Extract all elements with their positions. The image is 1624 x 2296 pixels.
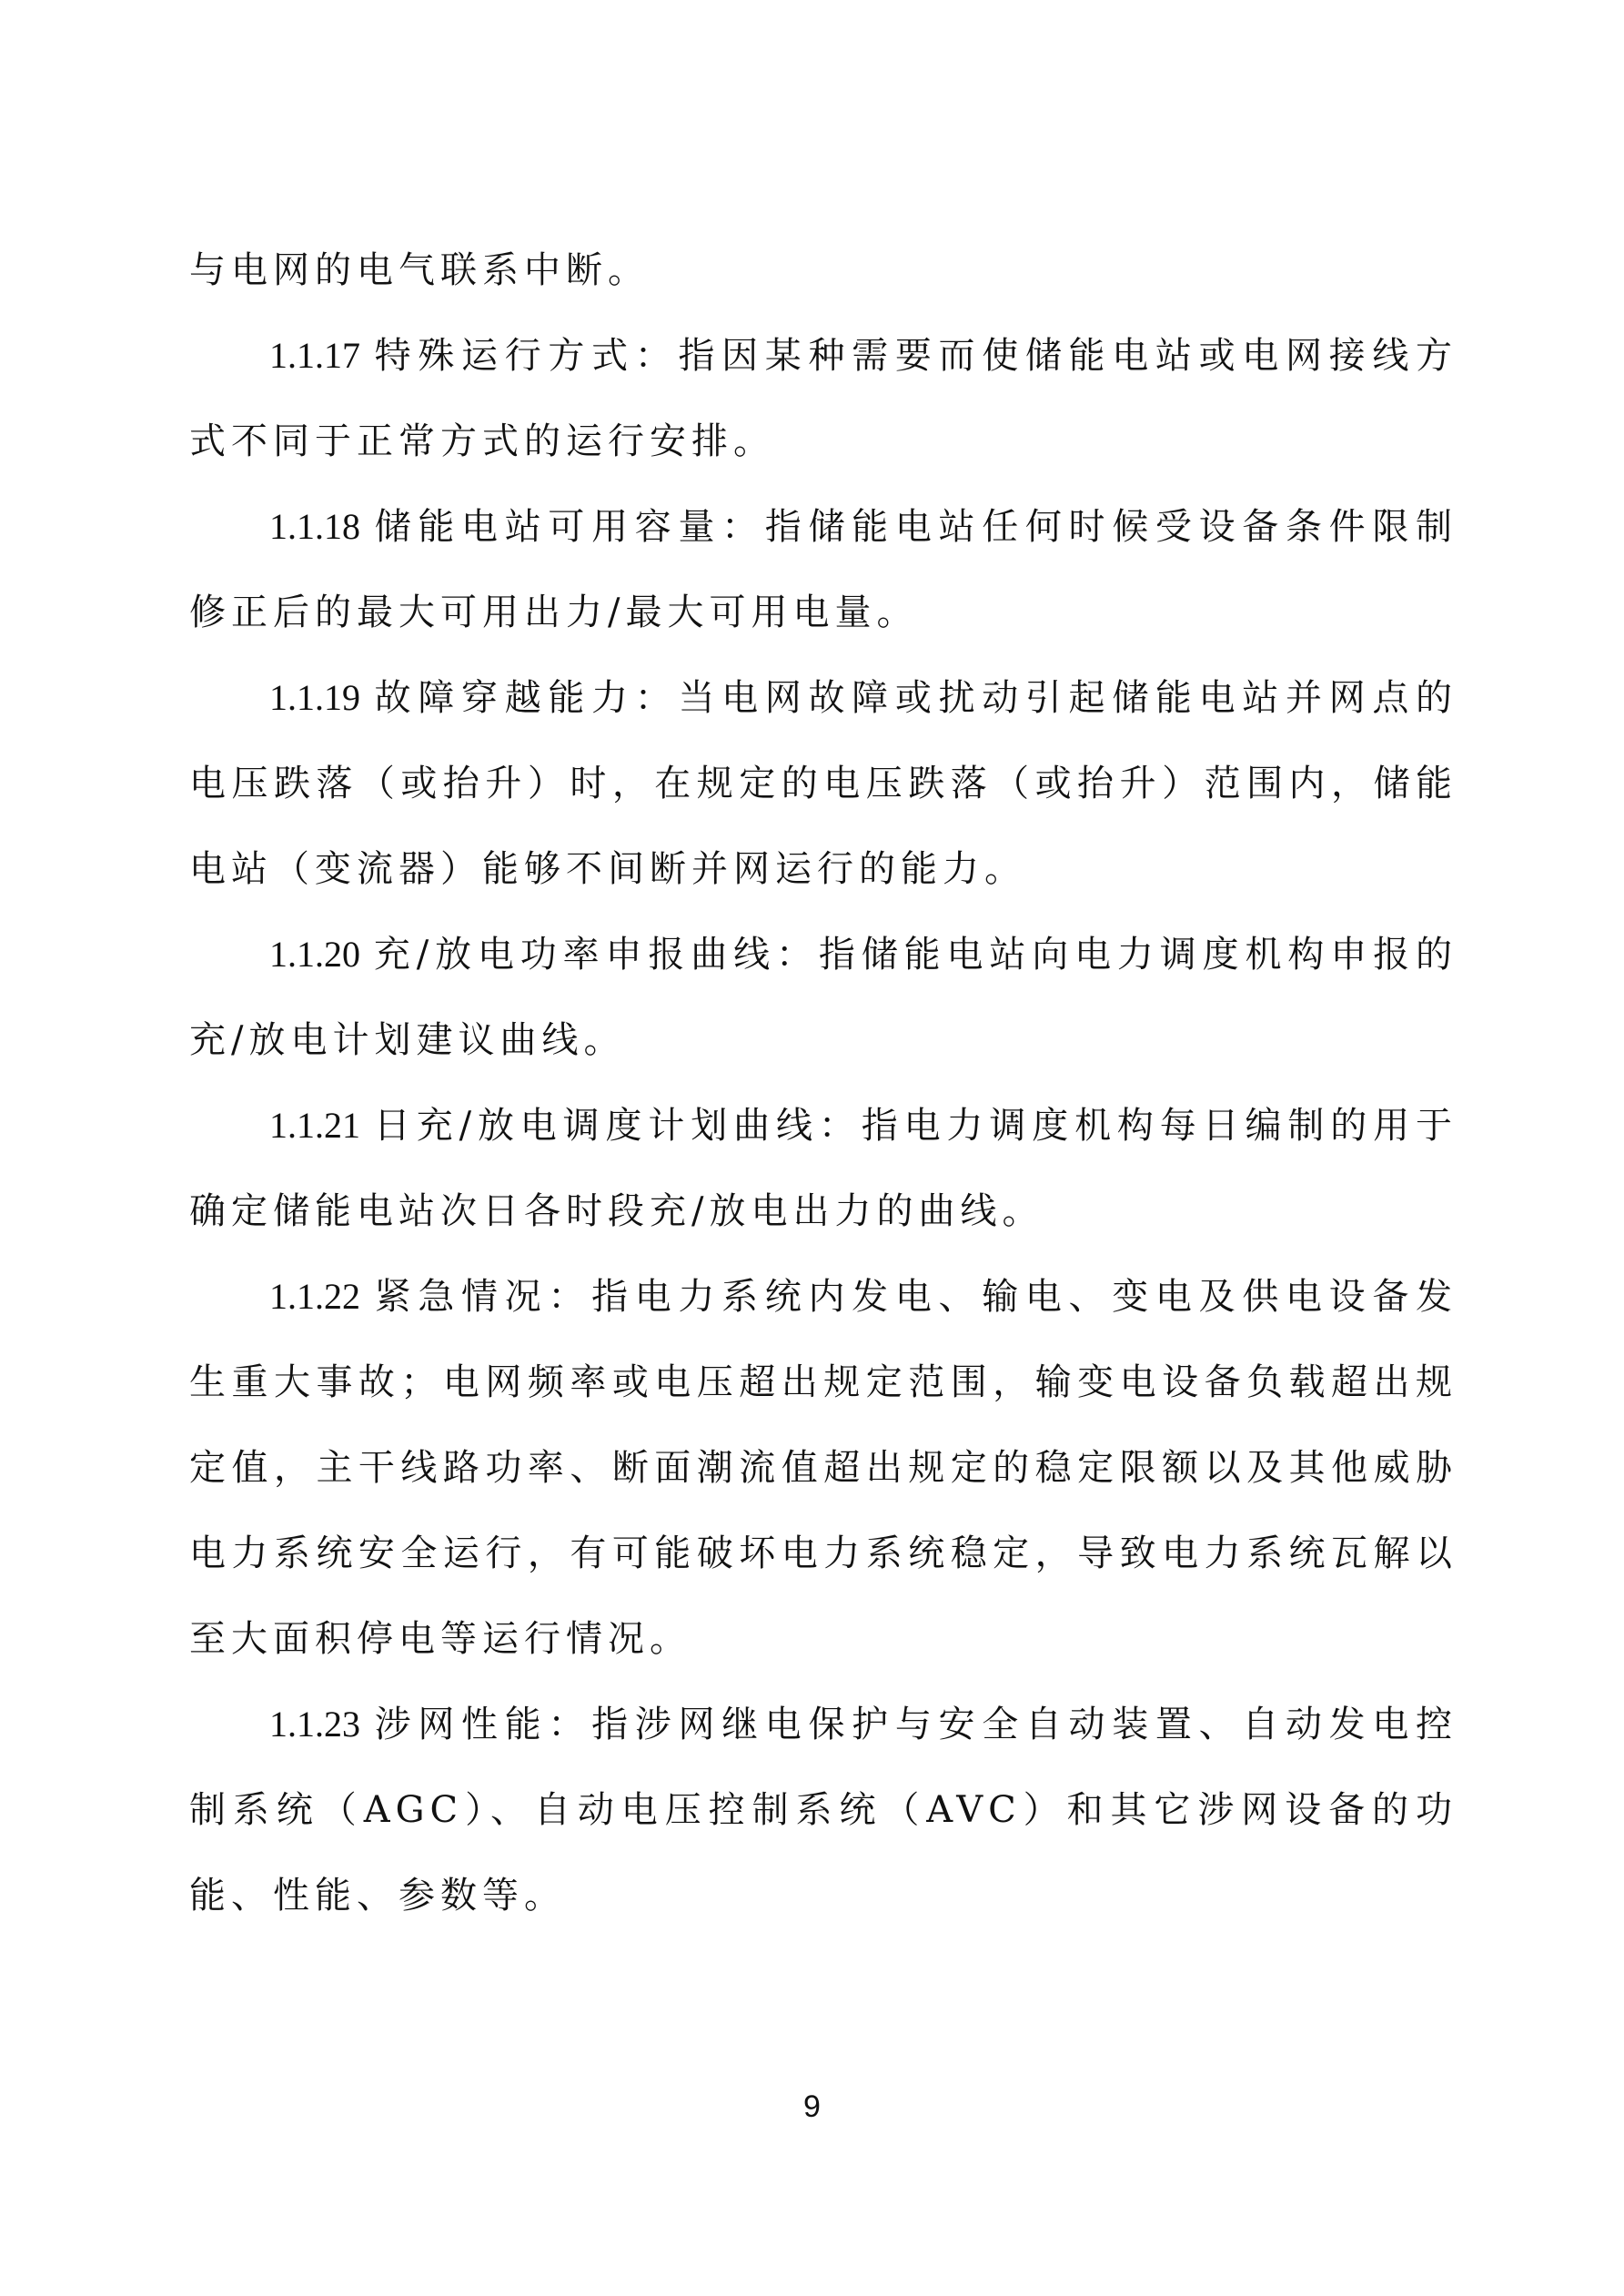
clause-text: 紧急情况：指电力系统内发电、输电、变电及供电设备发生重大事故；电网频率或电压超出规定范围，输变电设备负载超出规定值，主干线路功率、断面潮流值超出规定的稳定限额以及其他威胁电力系统安全运行，有可能破坏电力系统稳定，导致电力系统瓦解以至大面积停电等运行情况。 [189,1276,1458,1660]
clause-1-1-19 [189,655,1458,912]
clause-number: 1.1.22 [269,1276,360,1317]
page-number: 9 [803,2089,821,2124]
clause-number: 1.1.23 [269,1704,360,1745]
clause-text: 储能电站可用容量：指储能电站任何时候受设备条件限制修正后的最大可用出力/最大可用电量。 [189,506,1458,633]
body-text [189,228,1458,1938]
clause-number: 1.1.19 [269,677,360,718]
clause-number: 1.1.20 [269,934,360,975]
clause-number: 1.1.17 [269,335,360,376]
clause-number: 1.1.18 [269,506,360,547]
clause-text: 日充/放电调度计划曲线：指电力调度机构每日编制的用于确定储能电站次日各时段充/放电出力的曲线。 [189,1105,1458,1232]
clause-text: 充/放电功率申报曲线：指储能电站向电力调度机构申报的充/放电计划建议曲线。 [189,934,1458,1061]
clause-1-1-17 [189,313,1458,484]
clause-1-1-21 [189,1083,1458,1254]
clause-1-1-22 [189,1254,1458,1682]
clause-text: 涉网性能：指涉网继电保护与安全自动装置、自动发电控制系统（AGC）、自动电压控制系统（AVC）和其它涉网设备的功能、性能、参数等。 [189,1704,1458,1917]
clause-text: 故障穿越能力：当电网故障或扰动引起储能电站并网点的电压跌落（或抬升）时，在规定的电压跌落（或抬升）范围内，储能电站（变流器）能够不间断并网运行的能力。 [189,677,1458,890]
paragraph-text: 与电网的电气联系中断。 [189,249,650,291]
clause-text: 特殊运行方式：指因某种需要而使储能电站或电网接线方式不同于正常方式的运行安排。 [189,335,1458,462]
clause-number: 1.1.21 [269,1105,360,1146]
clause-1-1-20 [189,912,1458,1083]
clause-1-1-18 [189,484,1458,655]
paragraph-continuation [189,228,1458,313]
clause-1-1-23 [189,1682,1458,1938]
